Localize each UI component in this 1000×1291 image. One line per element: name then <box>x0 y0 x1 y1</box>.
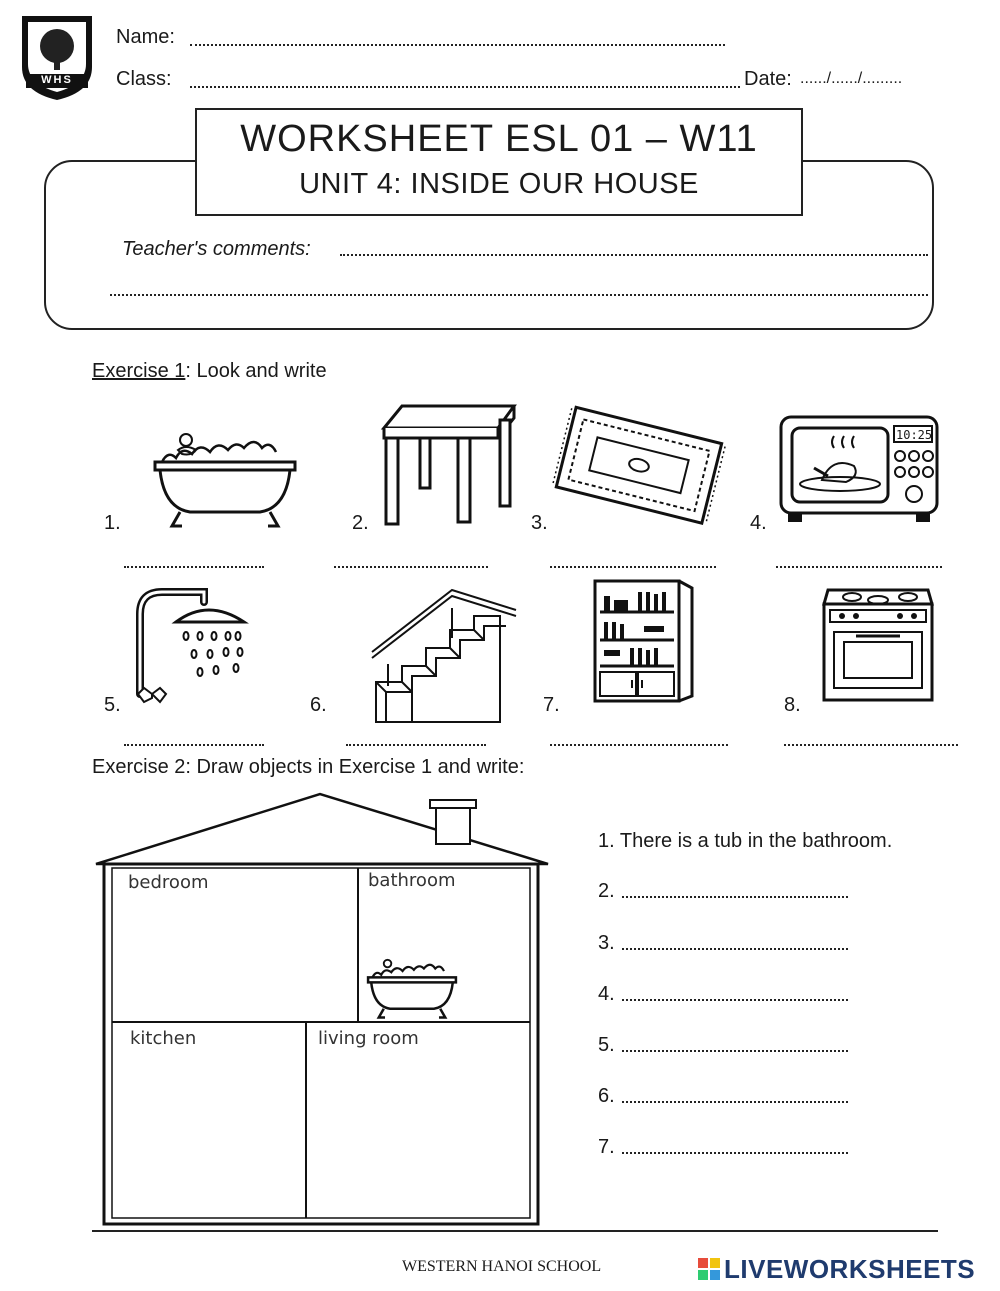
sentence-1: 1. There is a tub in the bathroom. <box>598 830 893 852</box>
exercise1-instruction: : Look and write <box>185 360 327 382</box>
answer-line-4[interactable] <box>776 566 942 568</box>
sentence-line-2[interactable] <box>622 896 848 898</box>
sentence-line-5[interactable] <box>622 1050 848 1052</box>
comments-line-1[interactable] <box>340 254 928 256</box>
bathtub-icon <box>150 428 300 530</box>
room-label-bathroom: bathroom <box>368 870 456 891</box>
name-label: Name: <box>116 26 175 48</box>
shield-icon <box>18 12 96 102</box>
brand-name: LIVEWORKSHEETS <box>724 1254 976 1284</box>
sentence-number-6: 6. <box>598 1085 615 1107</box>
exercise1-title <box>92 360 327 383</box>
sentence-line-7[interactable] <box>622 1152 848 1154</box>
worksheet-title: WORKSHEET ESL 01 – W11 <box>240 118 758 160</box>
unit-title: UNIT 4: INSIDE OUR HOUSE <box>299 168 699 200</box>
room-label-living-room: living room <box>318 1028 419 1049</box>
shower-icon <box>128 586 254 714</box>
bookcase-icon <box>592 578 696 704</box>
logo-square-red <box>698 1258 708 1268</box>
school-name: WESTERN HANOI SCHOOL <box>402 1258 602 1275</box>
sentence-line-4[interactable] <box>622 999 848 1001</box>
rug-icon <box>550 404 726 526</box>
answer-line-1[interactable] <box>124 566 264 568</box>
sentence-number-4: 4. <box>598 983 615 1005</box>
item-number-7: 7. <box>543 694 560 716</box>
sentence-line-3[interactable] <box>622 948 848 950</box>
name-field[interactable] <box>190 44 725 46</box>
stove-icon <box>816 584 938 704</box>
footer-divider <box>92 1230 938 1232</box>
logo-square-blue <box>710 1270 720 1280</box>
title-box <box>195 108 803 216</box>
logo-square-green <box>698 1270 708 1280</box>
stairs-icon <box>366 586 518 724</box>
class-label: Class: <box>116 68 172 90</box>
teachers-comments-label: Teacher's comments: <box>122 238 311 260</box>
answer-line-8[interactable] <box>784 744 958 746</box>
answer-line-5[interactable] <box>124 744 264 746</box>
microwave-clock: 10:25 <box>896 428 933 442</box>
house-drawing <box>92 790 552 1230</box>
comments-line-2[interactable] <box>110 294 928 296</box>
item-number-1: 1. <box>104 512 121 534</box>
liveworksheets-logo <box>698 1256 994 1286</box>
logo-text: WHS <box>41 74 73 86</box>
answer-line-3[interactable] <box>550 566 716 568</box>
answer-line-2[interactable] <box>334 566 488 568</box>
item-number-5: 5. <box>104 694 121 716</box>
small-bathtub-icon <box>364 956 460 1020</box>
exercise1-label: Exercise 1 <box>92 360 186 382</box>
item-number-4: 4. <box>750 512 767 534</box>
sentence-number-7: 7. <box>598 1136 615 1158</box>
answer-line-7[interactable] <box>550 744 728 746</box>
sentence-number-2: 2. <box>598 880 615 902</box>
date-field[interactable]: ....../....../......... <box>800 70 903 87</box>
item-number-6: 6. <box>310 694 327 716</box>
logo-square-yellow <box>710 1258 720 1268</box>
room-label-kitchen: kitchen <box>130 1028 197 1049</box>
item-number-2: 2. <box>352 512 369 534</box>
room-label-bedroom: bedroom <box>128 872 209 893</box>
answer-line-6[interactable] <box>346 744 486 746</box>
school-logo <box>18 12 96 102</box>
sentence-line-6[interactable] <box>622 1101 848 1103</box>
item-number-3: 3. <box>531 512 548 534</box>
table-icon <box>380 402 518 526</box>
class-field[interactable] <box>190 86 740 88</box>
item-number-8: 8. <box>784 694 801 716</box>
date-label: Date: <box>744 68 792 90</box>
sentence-number-3: 3. <box>598 932 615 954</box>
sentence-number-5: 5. <box>598 1034 615 1056</box>
exercise2-title: Exercise 2: Draw objects in Exercise 1 and write: <box>92 756 525 778</box>
